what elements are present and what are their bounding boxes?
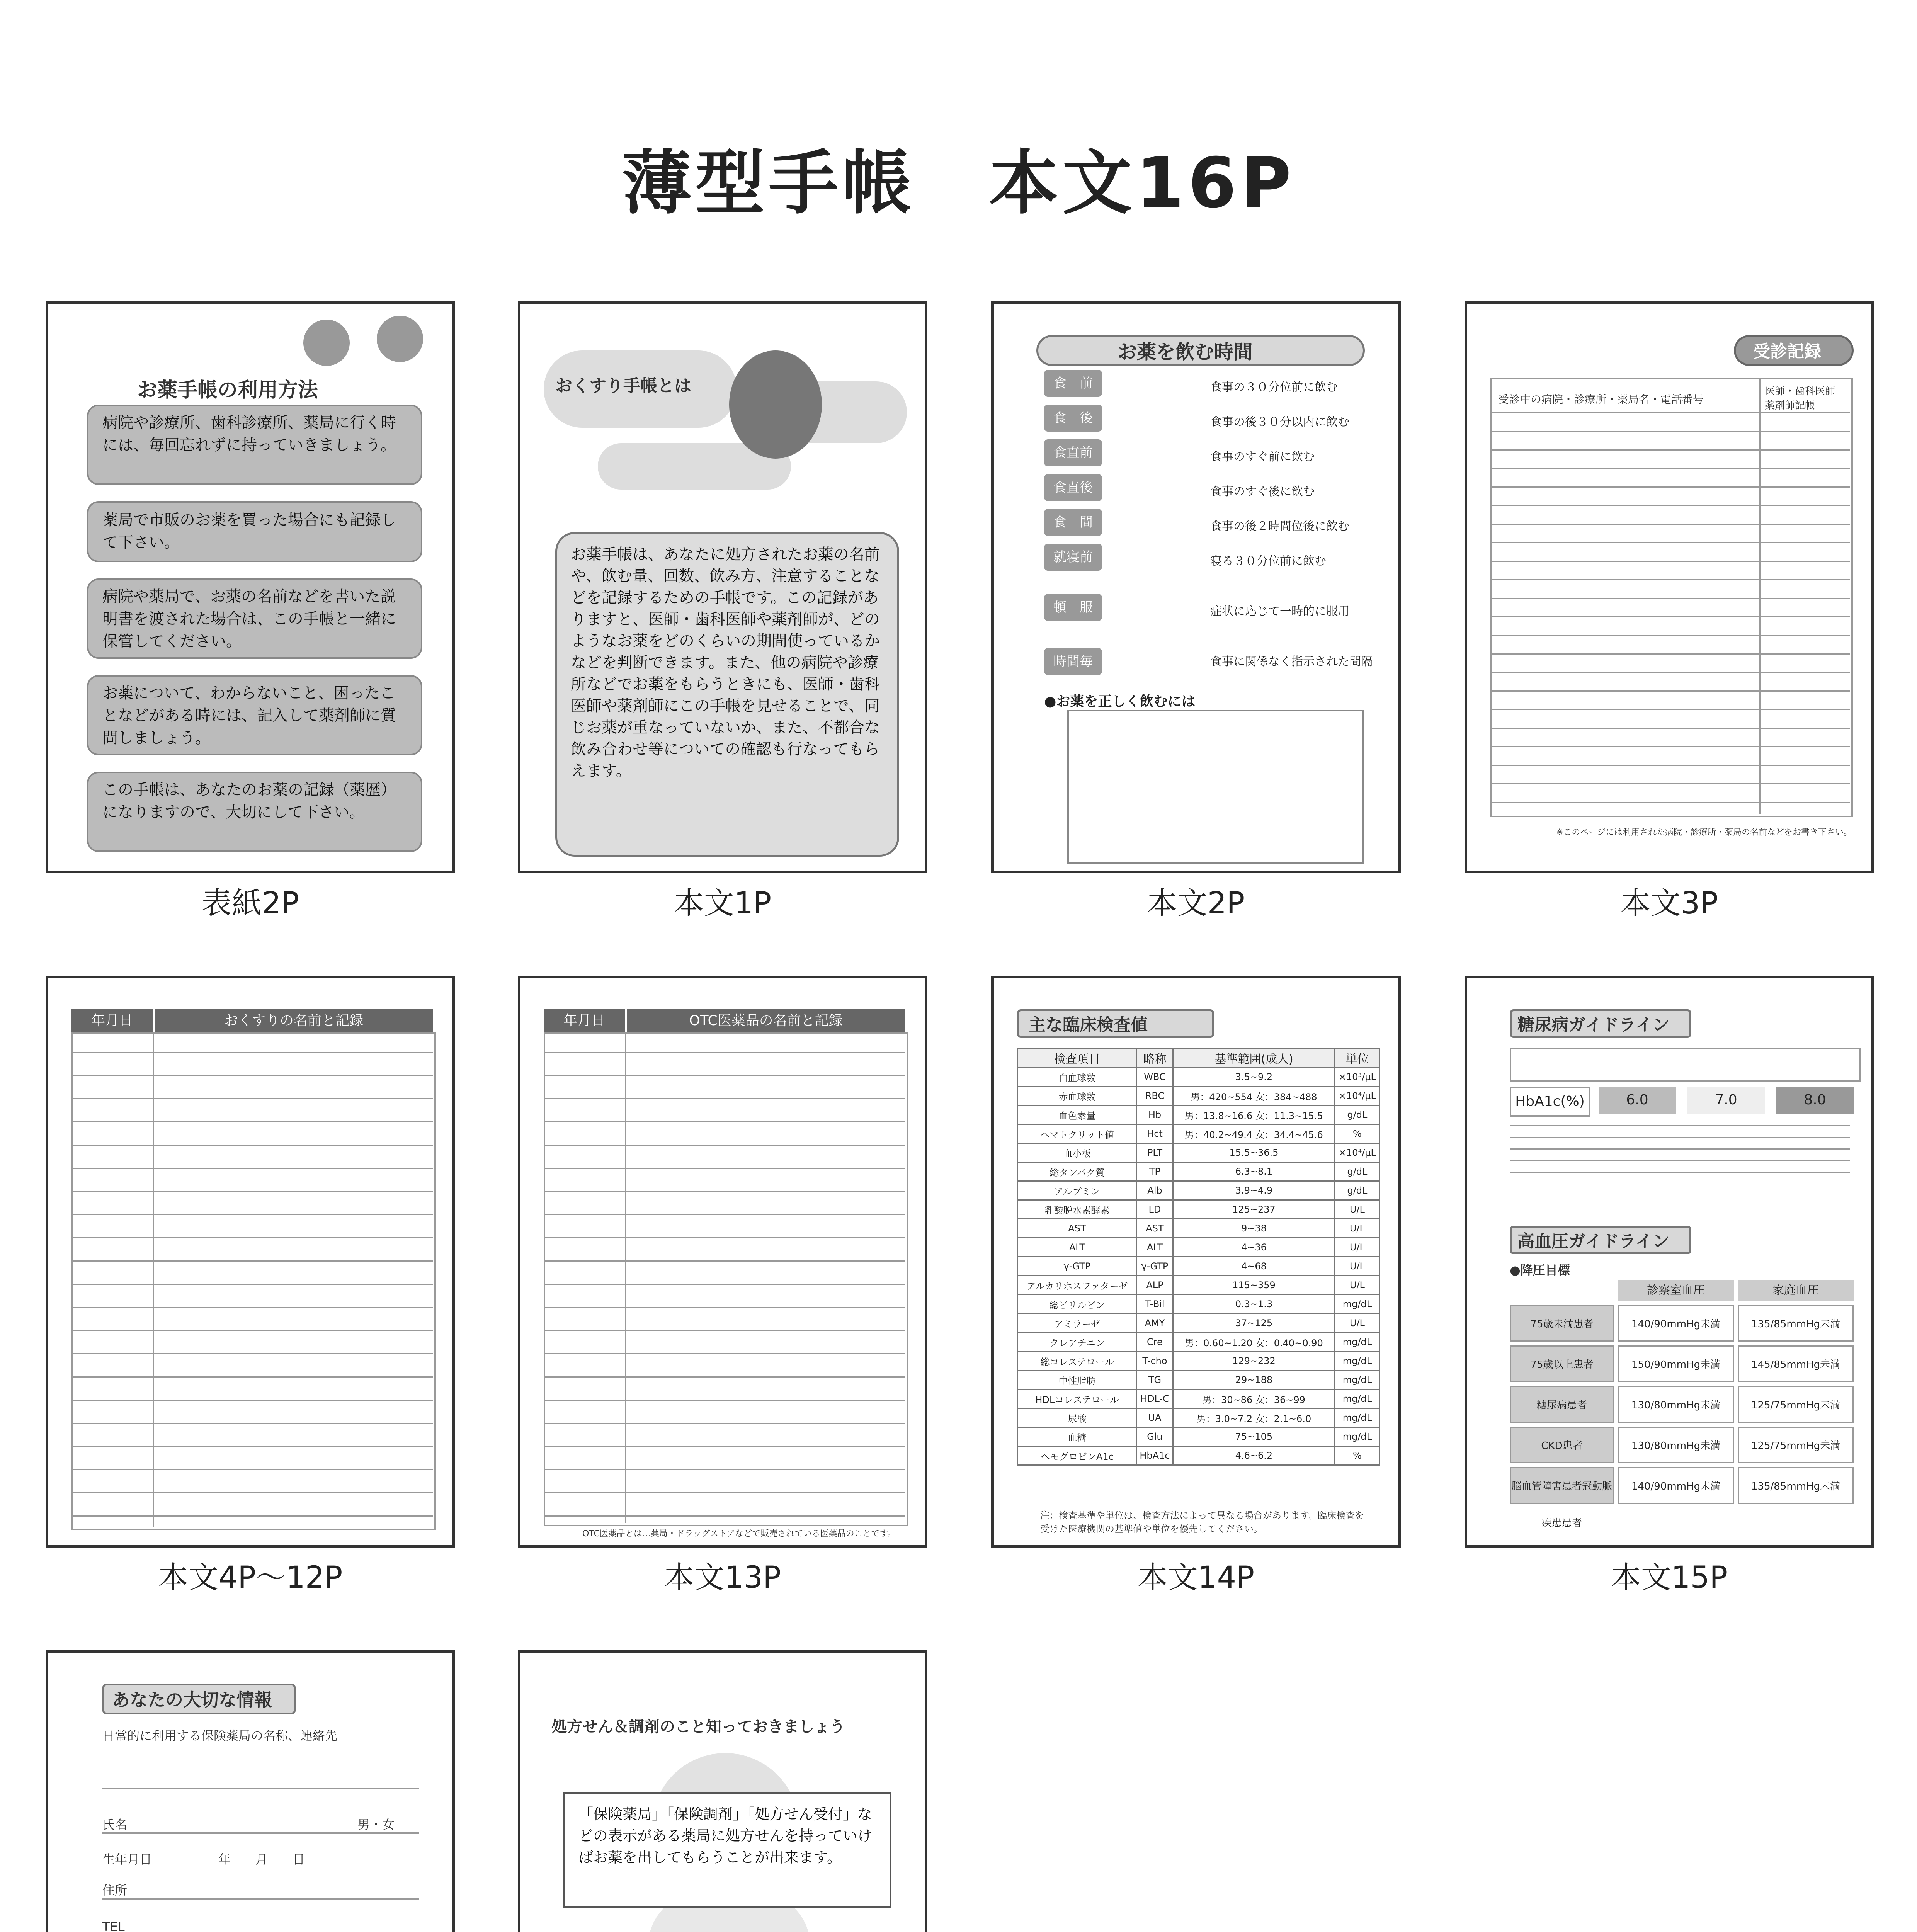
table-cell: 男：13.8~16.6 女：11.3~15.5 bbox=[1173, 1105, 1335, 1124]
table-line bbox=[71, 1214, 433, 1215]
thumbnail-body-15p bbox=[1465, 976, 1874, 1548]
table-cell: ヘマトクリット値 bbox=[1018, 1124, 1137, 1143]
thumb-caption: 本文14P bbox=[1137, 1560, 1255, 1595]
table-cell: HbA1c bbox=[1136, 1446, 1173, 1465]
row-label: 糖尿病患者 bbox=[1510, 1386, 1614, 1423]
table-line bbox=[71, 1376, 433, 1378]
time-text: 食事の後３０分以内に飲む bbox=[1210, 415, 1349, 429]
col-divider bbox=[1759, 378, 1761, 814]
field-label: 住所 bbox=[102, 1883, 128, 1898]
text-line bbox=[102, 1832, 419, 1834]
table-cell: TG bbox=[1136, 1371, 1173, 1389]
table-row bbox=[1018, 1105, 1380, 1124]
section-heading: ●お薬を正しく飲むには bbox=[1044, 694, 1196, 709]
table-cell: 29~188 bbox=[1173, 1371, 1335, 1389]
table-cell: ×10⁴/μL bbox=[1335, 1087, 1379, 1105]
table-line bbox=[71, 1121, 433, 1122]
table-cell: 乳酸脱水素酵素 bbox=[1018, 1200, 1137, 1219]
table-line bbox=[544, 1330, 905, 1331]
table-cell: 0.3~1.3 bbox=[1173, 1295, 1335, 1314]
gender-label: 男・女 bbox=[357, 1817, 395, 1832]
thumb-heading: お薬を飲む時間 bbox=[1118, 341, 1253, 363]
thumbnail-body-3p bbox=[1465, 301, 1874, 873]
col-header: 診察室血圧 bbox=[1618, 1280, 1734, 1301]
time-text: 食事の３０分位前に飲む bbox=[1210, 381, 1338, 394]
time-text: 症状に応じて一時的に服用 bbox=[1210, 605, 1349, 618]
table-cell: 125/75mmHg未満 bbox=[1738, 1386, 1854, 1423]
table-cell: AST bbox=[1136, 1219, 1173, 1238]
table-cell: ヘモグロビンA1c bbox=[1018, 1446, 1137, 1465]
time-text: 食事のすぐ後に飲む bbox=[1210, 485, 1315, 498]
table-line bbox=[544, 1260, 905, 1262]
table-cell: クレアチニン bbox=[1018, 1333, 1137, 1352]
table-line bbox=[71, 1307, 433, 1308]
table-cell: 男：3.0~7.2 女：2.1~6.0 bbox=[1173, 1408, 1335, 1427]
thumbnail-cover-2p bbox=[46, 301, 455, 873]
table-cell: 総コレステロール bbox=[1018, 1352, 1137, 1371]
text-line bbox=[102, 1788, 419, 1789]
table-line bbox=[544, 1237, 905, 1238]
table-cell: mg/dL bbox=[1335, 1427, 1379, 1446]
table-line bbox=[71, 1284, 433, 1285]
col-header: 単位 bbox=[1335, 1049, 1379, 1068]
table-cell: 140/90mmHg未満 bbox=[1618, 1467, 1734, 1504]
thumb-heading: 主な臨床検査値 bbox=[1029, 1015, 1148, 1035]
col-header: 検査項目 bbox=[1018, 1049, 1137, 1068]
table-line bbox=[1490, 802, 1850, 803]
thumbnail-body-13p bbox=[518, 976, 927, 1548]
col-header: 年月日 bbox=[544, 1009, 625, 1032]
table-cell: Cre bbox=[1136, 1333, 1173, 1352]
row-label: 75歳未満患者 bbox=[1510, 1305, 1614, 1342]
table-cell: 135/85mmHg未満 bbox=[1738, 1467, 1854, 1504]
table-cell: Hb bbox=[1136, 1105, 1173, 1124]
table-line bbox=[1490, 561, 1850, 562]
col-header: 年月日 bbox=[71, 1009, 153, 1032]
table-cell: 男：30~86 女：36~99 bbox=[1173, 1389, 1335, 1408]
table-cell: 4~36 bbox=[1173, 1238, 1335, 1257]
time-text: 食事に関係なく指示された間隔 bbox=[1210, 655, 1373, 668]
subheading: 日常的に利用する保険薬局の名称、連絡先 bbox=[102, 1728, 338, 1743]
thumbnail-body-2p bbox=[991, 301, 1401, 873]
thumb-heading: 処方せん＆調剤のこと知っておきましょう bbox=[551, 1718, 845, 1736]
table-line bbox=[71, 1400, 433, 1401]
table-cell: アルブミン bbox=[1018, 1181, 1137, 1200]
table-cell: T-Bil bbox=[1136, 1295, 1173, 1314]
section-heading: ●降圧目標 bbox=[1510, 1263, 1570, 1277]
time-text: 食事の後２時間位後に飲む bbox=[1210, 520, 1349, 533]
table-line bbox=[544, 1098, 905, 1099]
table-cell: U/L bbox=[1335, 1200, 1379, 1219]
table-line bbox=[544, 1075, 905, 1076]
text-line bbox=[1510, 1137, 1850, 1138]
table-cell: mg/dL bbox=[1335, 1295, 1379, 1314]
table-line bbox=[71, 1191, 433, 1192]
thumb-heading: お薬手帳の利用方法 bbox=[137, 379, 318, 402]
table-line bbox=[71, 1052, 433, 1053]
table-cell: Glu bbox=[1136, 1427, 1173, 1446]
thumbnail-cover-3p bbox=[518, 1650, 927, 1932]
thumb-caption: 本文15P bbox=[1611, 1560, 1728, 1595]
table-cell: 赤血球数 bbox=[1018, 1087, 1137, 1105]
table-line bbox=[1490, 653, 1850, 655]
table-line bbox=[71, 1469, 433, 1470]
time-tag: 食直前 bbox=[1044, 439, 1102, 466]
table-line bbox=[1490, 635, 1850, 636]
table-cell: ×10³/μL bbox=[1335, 1068, 1379, 1087]
table-cell: 75~105 bbox=[1173, 1427, 1335, 1446]
col-header: 家庭血圧 bbox=[1738, 1280, 1854, 1301]
person-illustration bbox=[377, 316, 423, 362]
table-cell: mg/dL bbox=[1335, 1371, 1379, 1389]
table-cell: ALP bbox=[1136, 1276, 1173, 1295]
table-line bbox=[71, 1330, 433, 1331]
table-line bbox=[1490, 542, 1850, 543]
footnote: OTC医薬品とは…薬局・ドラッグストアなどで販売されている医薬品のことです。 bbox=[582, 1529, 896, 1539]
table-cell: ALT bbox=[1136, 1238, 1173, 1257]
table-cell: Hct bbox=[1136, 1124, 1173, 1143]
table-row bbox=[1018, 1162, 1380, 1181]
table-line bbox=[1490, 412, 1850, 413]
table-cell: 145/85mmHg未満 bbox=[1738, 1345, 1854, 1382]
table-line bbox=[544, 1145, 905, 1146]
table-line bbox=[1490, 579, 1850, 580]
table-cell: 130/80mmHg未満 bbox=[1618, 1386, 1734, 1423]
table-line bbox=[71, 1423, 433, 1424]
time-tag: 食 間 bbox=[1044, 509, 1102, 536]
table-line bbox=[544, 1284, 905, 1285]
table-cell: 125~237 bbox=[1173, 1200, 1335, 1219]
table-cell: 129~232 bbox=[1173, 1352, 1335, 1371]
description-text: お薬手帳は、あなたに処方されたお薬の名前や、飲む量、回数、飲み方、注意することなどを記録するための手帳です。この記録がありますと、医師・歯科医師や薬剤師が、どのようなお薬をどのくらいの期間使っているかなどを判断できます。また、他の病院や診療所などでお薬をもらうときにも、医師・歯科医師や薬剤師にこの手帳を見せることで、同じお薬が重なっていないか、また、不都合な飲み合わせ等についての確認も行なってもらえます。 bbox=[571, 546, 880, 780]
table-cell: WBC bbox=[1136, 1068, 1173, 1087]
date-format: 年 月 日 bbox=[218, 1852, 305, 1867]
table-cell: 血糖 bbox=[1018, 1427, 1137, 1446]
table-cell: γ-GTP bbox=[1136, 1257, 1173, 1276]
table-cell: Alb bbox=[1136, 1181, 1173, 1200]
col-header: 医師・歯科医師薬剤師記帳 bbox=[1765, 386, 1835, 412]
thumb-caption: 本文3P bbox=[1620, 886, 1718, 921]
col-header: おくすりの名前と記録 bbox=[155, 1009, 433, 1032]
time-tag: 食 前 bbox=[1044, 370, 1102, 397]
table-cell: U/L bbox=[1335, 1257, 1379, 1276]
thumb-heading: 高血圧ガイドライン bbox=[1517, 1231, 1670, 1251]
table-line bbox=[544, 1400, 905, 1401]
table-line bbox=[544, 1121, 905, 1122]
table-cell: g/dL bbox=[1335, 1105, 1379, 1124]
balloon-illustration bbox=[729, 350, 822, 459]
table-cell: UA bbox=[1136, 1408, 1173, 1427]
table-line bbox=[71, 1168, 433, 1169]
table-row bbox=[1018, 1389, 1380, 1408]
table-cell: HDLコレステロール bbox=[1018, 1389, 1137, 1408]
table-cell: 総タンパク質 bbox=[1018, 1162, 1137, 1181]
table-line bbox=[544, 1168, 905, 1169]
table-line bbox=[544, 1469, 905, 1470]
table-cell: 125/75mmHg未満 bbox=[1738, 1427, 1854, 1463]
text-line bbox=[1510, 1125, 1850, 1126]
row-label: CKD患者 bbox=[1510, 1427, 1614, 1463]
thumbnail-body-16p bbox=[46, 1650, 455, 1932]
table-cell: AMY bbox=[1136, 1314, 1173, 1333]
hba1c-value: 8.0 bbox=[1776, 1087, 1854, 1114]
thumb-heading: おくすり手帳とは bbox=[555, 376, 691, 396]
table-cell: 15.5~36.5 bbox=[1173, 1143, 1335, 1162]
table-cell: 男：0.60~1.20 女：0.40~0.90 bbox=[1173, 1333, 1335, 1352]
field-label: TEL bbox=[102, 1919, 125, 1932]
thumbnail-body-14p bbox=[991, 976, 1401, 1548]
table-cell: LD bbox=[1136, 1200, 1173, 1219]
table-line bbox=[71, 1260, 433, 1262]
col-divider bbox=[625, 1032, 626, 1523]
table-row bbox=[1018, 1333, 1380, 1352]
table-row bbox=[1018, 1295, 1380, 1314]
table-cell: 血色素量 bbox=[1018, 1105, 1137, 1124]
table-cell: 3.5~9.2 bbox=[1173, 1068, 1335, 1087]
col-header: OTC医薬品の名前と記録 bbox=[627, 1009, 905, 1032]
table-cell: U/L bbox=[1335, 1314, 1379, 1333]
table-cell: 男：40.2~49.4 女：34.4~45.6 bbox=[1173, 1124, 1335, 1143]
table-cell: 130/80mmHg未満 bbox=[1618, 1427, 1734, 1463]
table-line bbox=[71, 1075, 433, 1076]
table-row bbox=[1018, 1219, 1380, 1238]
table-row bbox=[1018, 1371, 1380, 1389]
table-line bbox=[71, 1446, 433, 1447]
glucose-table-header bbox=[1510, 1048, 1861, 1082]
table-row bbox=[1018, 1087, 1380, 1105]
thumb-caption: 本文13P bbox=[664, 1560, 781, 1595]
record-table bbox=[71, 1032, 436, 1530]
table-line bbox=[544, 1515, 905, 1517]
table-line bbox=[1490, 524, 1850, 525]
table-line bbox=[71, 1098, 433, 1099]
table-cell: 140/90mmHg未満 bbox=[1618, 1305, 1734, 1342]
table-row bbox=[1018, 1068, 1380, 1087]
table-cell: mg/dL bbox=[1335, 1408, 1379, 1427]
table-row bbox=[1018, 1427, 1380, 1446]
thumb-caption: 本文2P bbox=[1147, 886, 1245, 921]
table-line bbox=[544, 1214, 905, 1215]
table-cell: ALT bbox=[1018, 1238, 1137, 1257]
table-cell: アルカリホスファターゼ bbox=[1018, 1276, 1137, 1295]
table-row bbox=[1018, 1181, 1380, 1200]
text-line bbox=[1510, 1148, 1850, 1150]
thumb-caption: 本文4P～12P bbox=[158, 1560, 343, 1595]
table-line bbox=[1490, 765, 1850, 766]
table-cell: 6.3~8.1 bbox=[1173, 1162, 1335, 1181]
time-text: 食事のすぐ前に飲む bbox=[1210, 450, 1315, 464]
row-label: 脳血管障害患者冠動脈疾患患者 bbox=[1510, 1467, 1614, 1504]
hba1c-value: 6.0 bbox=[1599, 1087, 1676, 1114]
table-row bbox=[1018, 1257, 1380, 1276]
field-label: 生年月日 bbox=[102, 1852, 152, 1867]
record-table bbox=[1490, 378, 1853, 817]
table-line bbox=[1490, 746, 1850, 747]
table-line bbox=[544, 1376, 905, 1378]
thumbnail-body-1p bbox=[518, 301, 927, 873]
table-row bbox=[1018, 1143, 1380, 1162]
col-header: 受診中の病院・診療所・薬局名・電話番号 bbox=[1498, 393, 1704, 406]
table-row bbox=[1018, 1352, 1380, 1371]
table-line bbox=[544, 1446, 905, 1447]
table-cell: 4.6~6.2 bbox=[1173, 1446, 1335, 1465]
table-line bbox=[1490, 505, 1850, 506]
thumb-heading: 受診記録 bbox=[1753, 342, 1821, 361]
table-line bbox=[71, 1145, 433, 1146]
thumbnail-body-4-12p bbox=[46, 976, 455, 1548]
time-tag: 食直後 bbox=[1044, 474, 1102, 501]
table-cell: 中性脂肪 bbox=[1018, 1371, 1137, 1389]
field-label: 氏名 bbox=[102, 1817, 128, 1832]
table-line bbox=[71, 1492, 433, 1493]
info-text: 薬局で市販のお薬を買った場合にも記録して下さい。 bbox=[102, 511, 396, 551]
thumb-caption: 本文1P bbox=[674, 886, 772, 921]
table-cell: 37~125 bbox=[1173, 1314, 1335, 1333]
table-line bbox=[544, 1353, 905, 1354]
table-line bbox=[544, 1052, 905, 1053]
table-cell: アミラーゼ bbox=[1018, 1314, 1137, 1333]
table-cell: 白血球数 bbox=[1018, 1068, 1137, 1087]
table-cell: T-cho bbox=[1136, 1352, 1173, 1371]
hba1c-value: 7.0 bbox=[1687, 1087, 1765, 1114]
table-line bbox=[544, 1423, 905, 1424]
col-header: 基準範囲(成人) bbox=[1173, 1049, 1335, 1068]
table-line bbox=[1490, 728, 1850, 729]
table-line bbox=[71, 1515, 433, 1517]
table-line bbox=[1490, 709, 1850, 710]
table-cell: mg/dL bbox=[1335, 1333, 1379, 1352]
table-cell: TP bbox=[1136, 1162, 1173, 1181]
table-cell: g/dL bbox=[1335, 1162, 1379, 1181]
table-line bbox=[1490, 690, 1850, 692]
table-cell: γ-GTP bbox=[1018, 1257, 1137, 1276]
info-text: 病院や薬局で、お薬の名前などを書いた説明書を渡された場合は、この手帳と一緒に保管してください。 bbox=[102, 588, 396, 650]
table-cell: 9~38 bbox=[1173, 1219, 1335, 1238]
table-row bbox=[1018, 1408, 1380, 1427]
hba1c-label: HbA1c(%) bbox=[1510, 1087, 1590, 1117]
table-cell: 尿酸 bbox=[1018, 1408, 1137, 1427]
table-cell: RBC bbox=[1136, 1087, 1173, 1105]
table-cell: % bbox=[1335, 1446, 1379, 1465]
table-row bbox=[1018, 1314, 1380, 1333]
table-line bbox=[1490, 449, 1850, 451]
time-text: 寝る３０分位前に飲む bbox=[1210, 554, 1326, 568]
table-line bbox=[1490, 616, 1850, 617]
table-cell: mg/dL bbox=[1335, 1352, 1379, 1371]
table-line bbox=[1490, 431, 1850, 432]
info-text: 病院や診療所、歯科診療所、薬局に行く時には、毎回忘れずに持っていきましょう。 bbox=[102, 414, 396, 454]
time-tag: 食 後 bbox=[1044, 405, 1102, 432]
col-divider bbox=[153, 1032, 154, 1527]
table-row bbox=[1018, 1238, 1380, 1257]
table-cell: U/L bbox=[1335, 1276, 1379, 1295]
info-text: お薬について、わからないこと、困ったことなどがある時には、記入して薬剤師に質問しましょう。 bbox=[102, 684, 396, 747]
table-row bbox=[1018, 1200, 1380, 1219]
table-cell: 115~359 bbox=[1173, 1276, 1335, 1295]
table-line bbox=[1490, 783, 1850, 784]
table-line bbox=[544, 1492, 905, 1493]
table-row bbox=[1018, 1276, 1380, 1295]
table-cell: g/dL bbox=[1335, 1181, 1379, 1200]
info-text: 「保険薬局」「保険調剤」「処方せん受付」などの表示がある薬局に処方せんを持っていけばお薬を出してもらうことが出来ます。 bbox=[578, 1806, 873, 1866]
table-line bbox=[544, 1307, 905, 1308]
time-tag: 頓 服 bbox=[1044, 594, 1102, 621]
text-line bbox=[1510, 1172, 1850, 1173]
time-tag: 時間毎 bbox=[1044, 648, 1102, 675]
table-line bbox=[544, 1191, 905, 1192]
table-line bbox=[71, 1237, 433, 1238]
thumb-caption: 表紙2P bbox=[201, 886, 299, 921]
table-cell: 4~68 bbox=[1173, 1257, 1335, 1276]
table-line bbox=[1490, 672, 1850, 673]
text-line bbox=[102, 1898, 419, 1900]
table-cell: 総ビリルビン bbox=[1018, 1295, 1137, 1314]
table-row bbox=[1018, 1124, 1380, 1143]
text-line bbox=[1510, 1160, 1850, 1161]
table-cell: % bbox=[1335, 1124, 1379, 1143]
table-cell: U/L bbox=[1335, 1219, 1379, 1238]
info-text: この手帳は、あなたのお薬の記録（薬歴）になりますので、大切にして下さい。 bbox=[102, 781, 396, 821]
table-cell: 150/90mmHg未満 bbox=[1618, 1345, 1734, 1382]
table-line bbox=[71, 1353, 433, 1354]
table-line bbox=[1490, 468, 1850, 469]
table-cell: 男：420~554 女：384~488 bbox=[1173, 1087, 1335, 1105]
thumb-heading: あなたの大切な情報 bbox=[112, 1689, 272, 1710]
table-line bbox=[1490, 486, 1850, 488]
col-header: 略称 bbox=[1136, 1049, 1173, 1068]
table-cell: U/L bbox=[1335, 1238, 1379, 1257]
table-row bbox=[1018, 1446, 1380, 1465]
thumb-heading: 糖尿病ガイドライン bbox=[1517, 1015, 1670, 1035]
table-note: 注：検査基準や単位は、検査方法によって異なる場合があります。臨床検査を受けた医療機関の基準値や単位を優先してください。 bbox=[1040, 1510, 1364, 1534]
table-cell: 135/85mmHg未満 bbox=[1738, 1305, 1854, 1342]
record-table bbox=[544, 1032, 908, 1526]
lab-table bbox=[1017, 1048, 1380, 1466]
row-label: 75歳以上患者 bbox=[1510, 1345, 1614, 1382]
table-cell: ×10⁴/μL bbox=[1335, 1143, 1379, 1162]
time-tag: 就寝前 bbox=[1044, 544, 1102, 571]
table-cell: HDL-C bbox=[1136, 1389, 1173, 1408]
table-cell: mg/dL bbox=[1335, 1389, 1379, 1408]
table-cell: 3.9~4.9 bbox=[1173, 1181, 1335, 1200]
footnote: ※このページには利用された病院・診療所・薬局の名前などをお書き下さい。 bbox=[1556, 828, 1852, 837]
table-cell: 血小板 bbox=[1018, 1143, 1137, 1162]
instructions-box bbox=[1067, 710, 1364, 864]
table-cell: AST bbox=[1018, 1219, 1137, 1238]
page-title: 薄型手帳 本文16P bbox=[622, 143, 1295, 224]
table-cell: PLT bbox=[1136, 1143, 1173, 1162]
table-line bbox=[1490, 598, 1850, 599]
person-illustration bbox=[303, 320, 350, 366]
